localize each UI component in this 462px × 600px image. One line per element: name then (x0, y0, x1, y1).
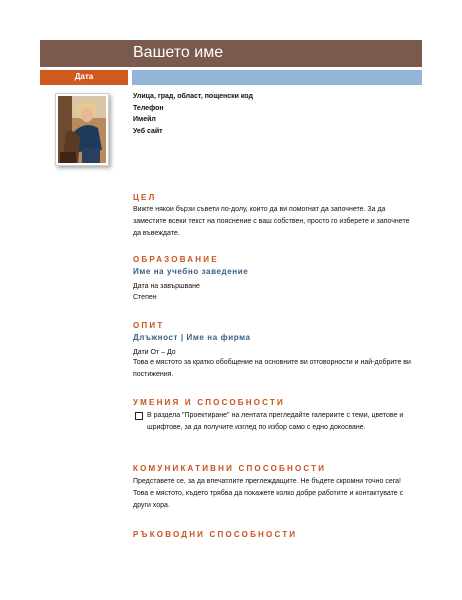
phone[interactable]: Телефон (133, 104, 164, 112)
website[interactable]: Уеб сайт (133, 127, 163, 135)
objective-heading: ЦЕЛ (133, 193, 157, 202)
address[interactable]: Улица, град, област, пощенски код (133, 93, 253, 100)
resume-date[interactable]: Дата (74, 72, 94, 81)
graduation-date[interactable]: Дата на завършване (133, 283, 200, 290)
name-banner (40, 40, 422, 67)
email[interactable]: Имейл (133, 116, 156, 123)
education-heading: ОБРАЗОВАНИЕ (133, 255, 219, 264)
contact-info (133, 91, 253, 137)
experience-text[interactable]: Това е мястото за кратко обобщение на основните ви отговорности и най-добрите ви постижения. (133, 359, 411, 378)
skills-heading: УМЕНИЯ И СПОСОБНОСТИ (133, 398, 285, 407)
communication-text[interactable]: Представете се, за да впечатлите преглеждащите. Не бъдете скромни точно сега! Това е мястото, където трябва да покажете колко добре работите и контактувате с други хора. (133, 478, 404, 509)
resume-name[interactable]: Вашето име (133, 44, 224, 61)
accent-bar (132, 70, 422, 85)
school-name[interactable]: Име на учебно заведение (133, 267, 249, 276)
job-position[interactable]: Длъжност | Име на фирма (133, 333, 251, 342)
profile-photo-image (56, 94, 108, 165)
profile-photo[interactable] (55, 93, 109, 166)
degree[interactable]: Степен (133, 294, 157, 301)
communication-heading: КОМУНИКАТИВНИ СПОСОБНОСТИ (133, 464, 327, 473)
checkbox-bullet-icon (135, 412, 143, 420)
skills-bullet[interactable]: В раздела "Проектиране" на лентата прегледайте галериите с теми, цветове и шрифтове, за да получите изглед по избор само с едно докосване. (147, 412, 404, 431)
objective-text[interactable]: Вижте някои бързи съвети по-долу, които да ви помогнат да започнете. За да заместите всеки текст на пояснение с ваш собствен, просто го изберете и започнете да въвеждате. (133, 206, 410, 237)
leadership-heading: РЪКОВОДНИ СПОСОБНОСТИ (133, 530, 298, 539)
job-dates[interactable]: Дати От – До (133, 349, 176, 356)
experience-heading: ОПИТ (133, 321, 165, 330)
